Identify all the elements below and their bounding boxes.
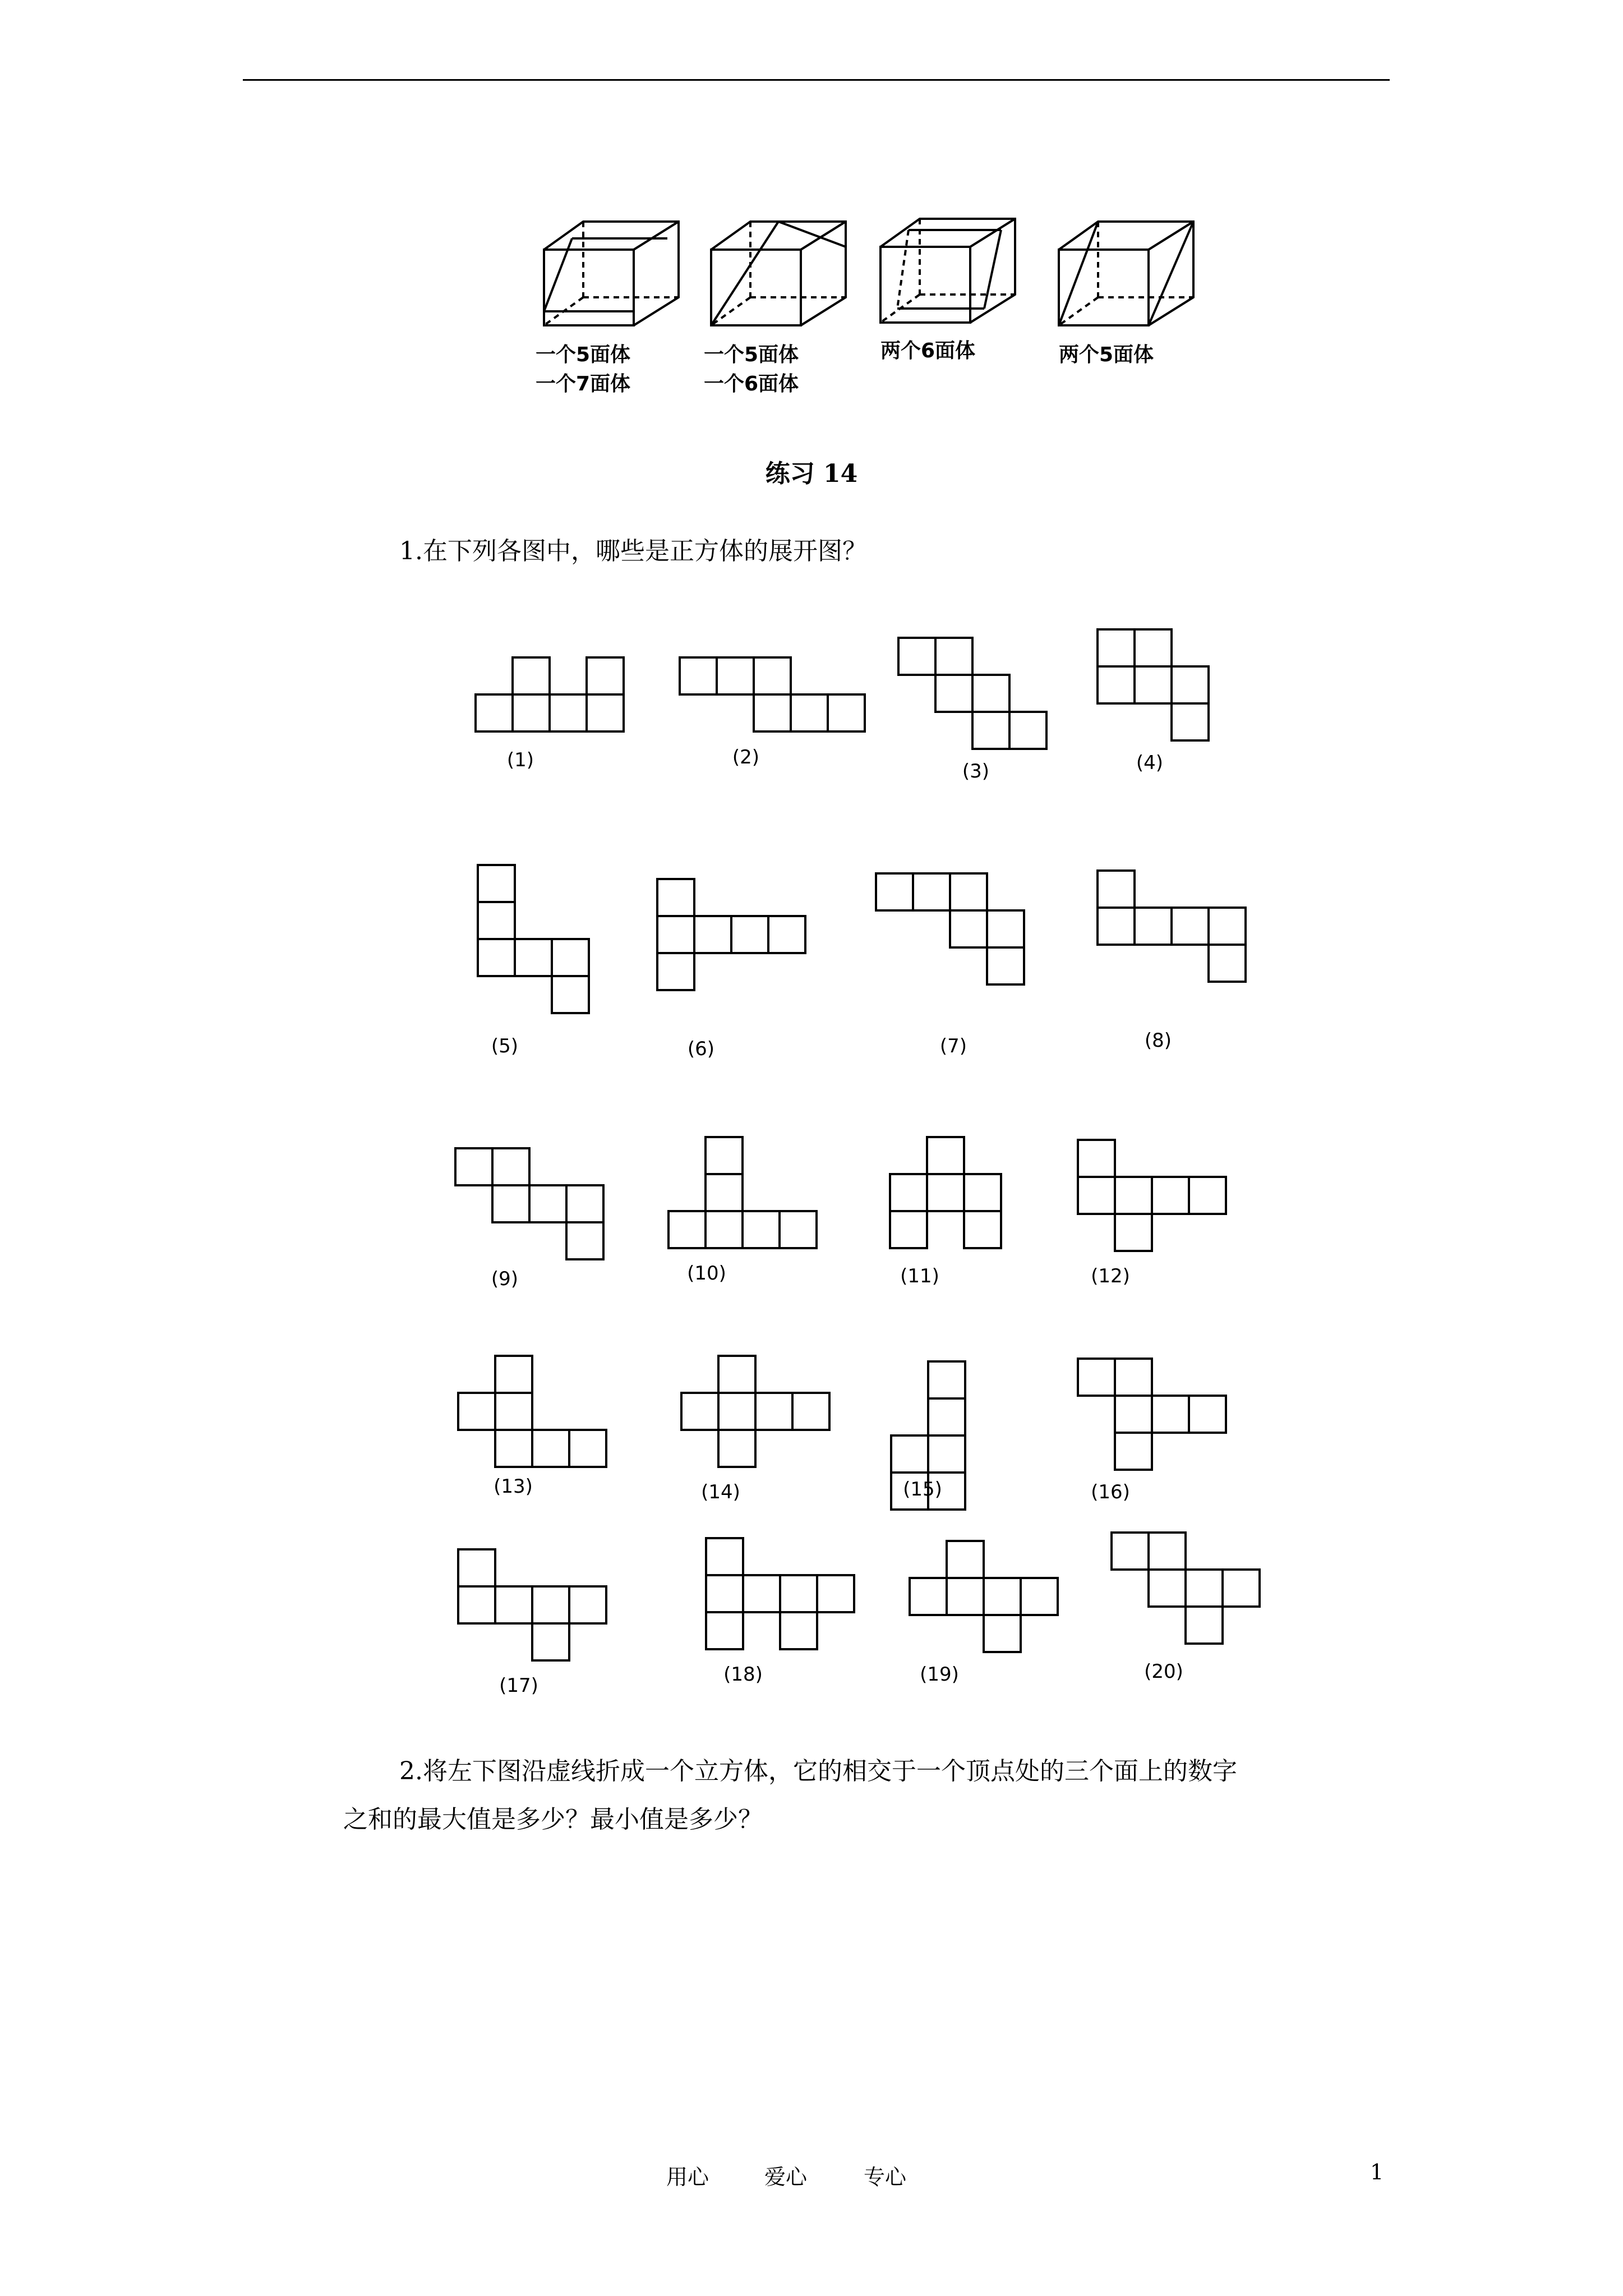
net-face [587,657,624,694]
net-face [569,1586,606,1623]
net-face [1152,1177,1189,1214]
net-face [569,1430,606,1467]
caption-line: 两个5面体 [1059,343,1154,366]
net-face [928,1361,965,1398]
net-face [972,712,1009,749]
net-face [928,1435,965,1473]
question-2-line-1: 2.将左下图沿虚线折成一个立方体，它的相交于一个顶点处的三个面上的数字 [399,1757,1237,1786]
net-face [1149,1570,1186,1607]
net-face [566,1185,603,1222]
net-face [478,902,515,939]
net-face [950,910,987,947]
net-face [754,694,791,731]
net-face [755,1393,792,1430]
net-face [1209,945,1246,982]
net-face [668,1211,706,1248]
net-face [987,910,1024,947]
net-face [718,1356,755,1393]
net-face [898,638,935,675]
net-face [927,1137,964,1174]
cube-net-3 [897,637,1048,750]
cube-net-9 [454,1147,605,1260]
net-face [876,873,913,910]
net-face [950,873,987,910]
cube-net-18 [705,1537,855,1650]
cube-caption-2 [704,341,799,399]
net-face [891,1435,928,1473]
cube-figure-1 [538,213,695,331]
net-face [947,1541,984,1578]
cube-net-8 [1096,869,1247,983]
cube-net-16 [1077,1358,1227,1471]
net-face [1189,1396,1226,1433]
net-face [532,1623,569,1660]
footer-middle: 爱心 [764,2165,808,2189]
net-face [910,1578,947,1615]
cube-net-2 [679,656,866,733]
net-face [495,1393,532,1430]
net-face [1115,1433,1152,1470]
exercise-title: 练习 14 [765,459,858,488]
net-face [1078,1140,1115,1177]
net-face [927,1174,964,1211]
cube-net-7 [875,872,1025,986]
caption-line: 一个5面体 [536,343,631,366]
caption-line: 一个6面体 [704,372,799,395]
net-face [987,947,1024,984]
net-face [478,865,515,902]
cube-net-12 [1077,1139,1227,1252]
net-label-10: (10) [687,1262,726,1285]
net-face [706,1538,743,1575]
net-label-13: (13) [494,1475,533,1498]
net-face [913,873,950,910]
net-face [495,1586,532,1623]
net-face [1078,1177,1115,1214]
net-face [1172,703,1209,740]
cube-net-13 [457,1355,607,1468]
net-face [890,1174,927,1211]
net-face [780,1612,817,1649]
net-face [718,1393,755,1430]
net-face [1149,1533,1186,1570]
net-face [890,1211,927,1248]
net-face [706,1137,743,1174]
cube-net-17 [457,1548,607,1662]
net-face [743,1575,780,1612]
footer-left: 用心 [666,2165,709,2189]
net-face [1112,1533,1149,1570]
net-face [532,1586,569,1623]
net-face [513,694,550,731]
net-face [552,976,589,1013]
net-label-14: (14) [701,1481,740,1503]
net-face [476,694,513,731]
net-face [455,1148,492,1185]
net-label-15: (15) [903,1478,942,1501]
question-1: 1.在下列各图中，哪些是正方体的展开图？ [399,537,867,565]
caption-line: 两个6面体 [880,339,976,362]
net-label-16: (16) [1091,1481,1130,1503]
net-label-3: (3) [962,760,990,783]
net-face [1209,908,1246,945]
cube-net-5 [477,864,590,1014]
net-face [828,694,865,731]
net-face [458,1393,495,1430]
net-label-6: (6) [687,1038,715,1060]
net-face [964,1174,1001,1211]
net-face [1172,908,1209,945]
net-face [754,657,791,694]
net-face [817,1575,854,1612]
net-label-11: (11) [900,1265,939,1287]
net-face [928,1398,965,1435]
net-face [1009,712,1046,749]
net-face [532,1430,569,1467]
net-label-19: (19) [920,1663,959,1686]
net-face [513,657,550,694]
net-label-12: (12) [1091,1265,1130,1287]
net-face [492,1185,529,1222]
net-face [566,1222,603,1259]
net-label-2: (2) [732,746,760,769]
net-label-20: (20) [1144,1660,1183,1683]
net-label-7: (7) [939,1035,967,1057]
net-face [1152,1396,1189,1433]
cube-figure-3 [875,210,1032,328]
cube-net-4 [1096,628,1210,742]
net-face [458,1549,495,1586]
net-face [587,694,624,731]
cube-net-11 [889,1136,1002,1249]
net-face [706,1575,743,1612]
caption-line: 一个5面体 [704,343,799,366]
cube-caption-4 [1059,341,1154,370]
net-face [1135,908,1172,945]
net-label-4: (4) [1136,752,1164,774]
net-face [984,1578,1021,1615]
net-face [458,1586,495,1623]
net-face [681,1393,718,1430]
net-face [780,1575,817,1612]
net-face [1186,1570,1223,1607]
net-face [731,916,768,953]
cube-net-6 [656,878,806,991]
net-face [1098,666,1135,703]
net-face [706,1174,743,1211]
cube-net-10 [667,1136,818,1249]
net-face [1115,1177,1152,1214]
net-face [550,694,587,731]
net-face [1172,666,1209,703]
cube-figure-4 [1053,213,1210,331]
net-face [1135,666,1172,703]
net-face [1115,1396,1152,1433]
net-face [1098,871,1135,908]
net-face [947,1578,984,1615]
cube-caption-3 [880,337,975,366]
net-face [972,675,1009,712]
cube-caption-1 [536,341,630,399]
net-face [706,1612,743,1649]
net-label-5: (5) [491,1035,519,1057]
net-face [1115,1214,1152,1251]
net-label-17: (17) [499,1674,538,1697]
net-face [552,939,589,976]
net-face [694,916,731,953]
net-face [515,939,552,976]
header-rule [243,79,1390,81]
net-face [964,1211,1001,1248]
page-number: 1 [1370,2160,1384,2184]
caption-line: 一个7面体 [536,372,631,395]
net-label-9: (9) [491,1268,519,1290]
cube-net-19 [909,1540,1059,1653]
net-face [492,1148,529,1185]
net-face [657,953,694,990]
net-face [935,675,972,712]
net-face [706,1211,743,1248]
net-face [984,1615,1021,1652]
cube-net-14 [680,1355,831,1468]
net-face [495,1356,532,1393]
net-face [743,1211,780,1248]
net-face [718,1430,755,1467]
net-face [780,1211,817,1248]
cube-figure-2 [706,213,863,331]
footer-right: 专心 [864,2165,907,2189]
cube-net-1 [474,656,625,733]
net-face [1098,629,1135,666]
net-face [1186,1607,1223,1644]
net-face [495,1430,532,1467]
net-face [1078,1359,1115,1396]
net-face [1098,908,1135,945]
net-face [792,1393,829,1430]
net-face [1189,1177,1226,1214]
net-face [768,916,805,953]
net-face [657,879,694,916]
net-face [1115,1359,1152,1396]
question-2-line-2: 之和的最大值是多少？最小值是多少？ [343,1805,763,1834]
net-face [1223,1570,1260,1607]
net-face [791,694,828,731]
net-face [717,657,754,694]
net-face [657,916,694,953]
net-face [529,1185,566,1222]
net-label-1: (1) [506,749,534,771]
net-face [935,638,972,675]
net-face [1135,629,1172,666]
net-label-8: (8) [1144,1029,1172,1052]
net-face [680,657,717,694]
cube-net-20 [1110,1531,1261,1645]
net-face [1021,1578,1058,1615]
net-label-18: (18) [723,1663,763,1686]
net-face [478,939,515,976]
